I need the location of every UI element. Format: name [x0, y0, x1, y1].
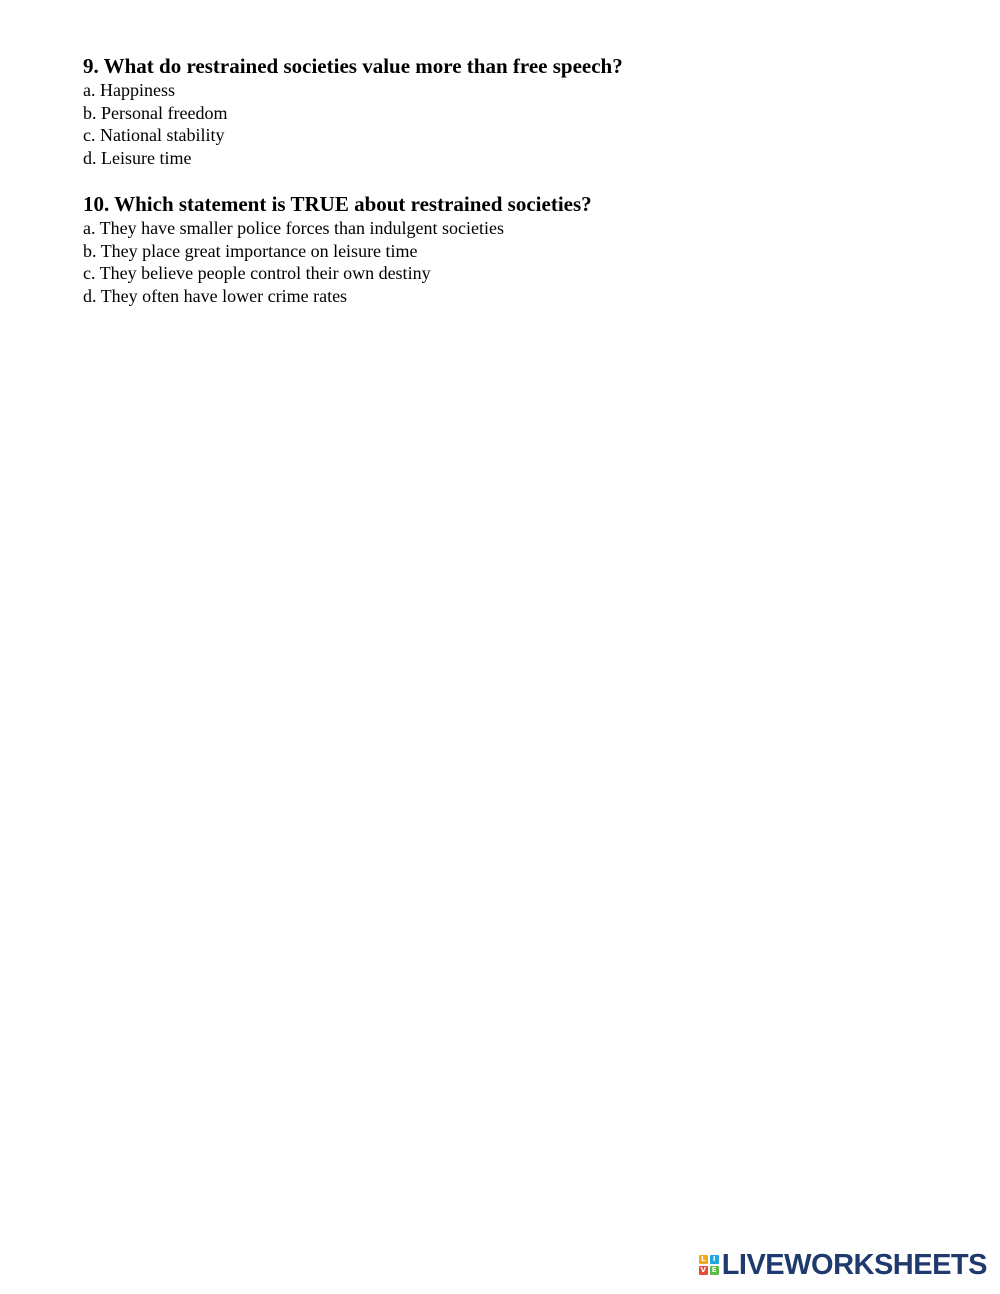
question-title: 9. What do restrained societies value more than free speech? [83, 54, 623, 78]
logo-mark-tile-v: V [700, 1266, 706, 1274]
logo-text: LIVEWORKSHEETS [721, 1249, 987, 1281]
question-9 [83, 54, 623, 170]
logo-mark-tile-l: L [699, 1255, 708, 1264]
answer-option-d: d. They often have lower crime rates [83, 286, 348, 307]
logo-mark-tile-e: E [710, 1266, 719, 1275]
logo-mark-icon [699, 1255, 719, 1275]
answer-option-d: d. Leisure time [83, 148, 192, 169]
answer-option-c: c. National stability [83, 125, 225, 146]
answer-option-b: b. Personal freedom [83, 102, 228, 123]
question-title: 10. Which statement is TRUE about restrained societies? [83, 192, 592, 216]
answer-option-c: c. They believe people control their own destiny [83, 263, 431, 284]
logo-mark-tile-i: I [710, 1255, 719, 1264]
liveworksheets-logo [699, 1250, 987, 1280]
answer-option-a: a. Happiness [83, 80, 175, 100]
answer-option-a: a. They have smaller police forces than indulgent societies [83, 218, 505, 238]
answer-option-b: b. They place great importance on leisure time [83, 240, 418, 261]
question-10 [83, 192, 592, 308]
